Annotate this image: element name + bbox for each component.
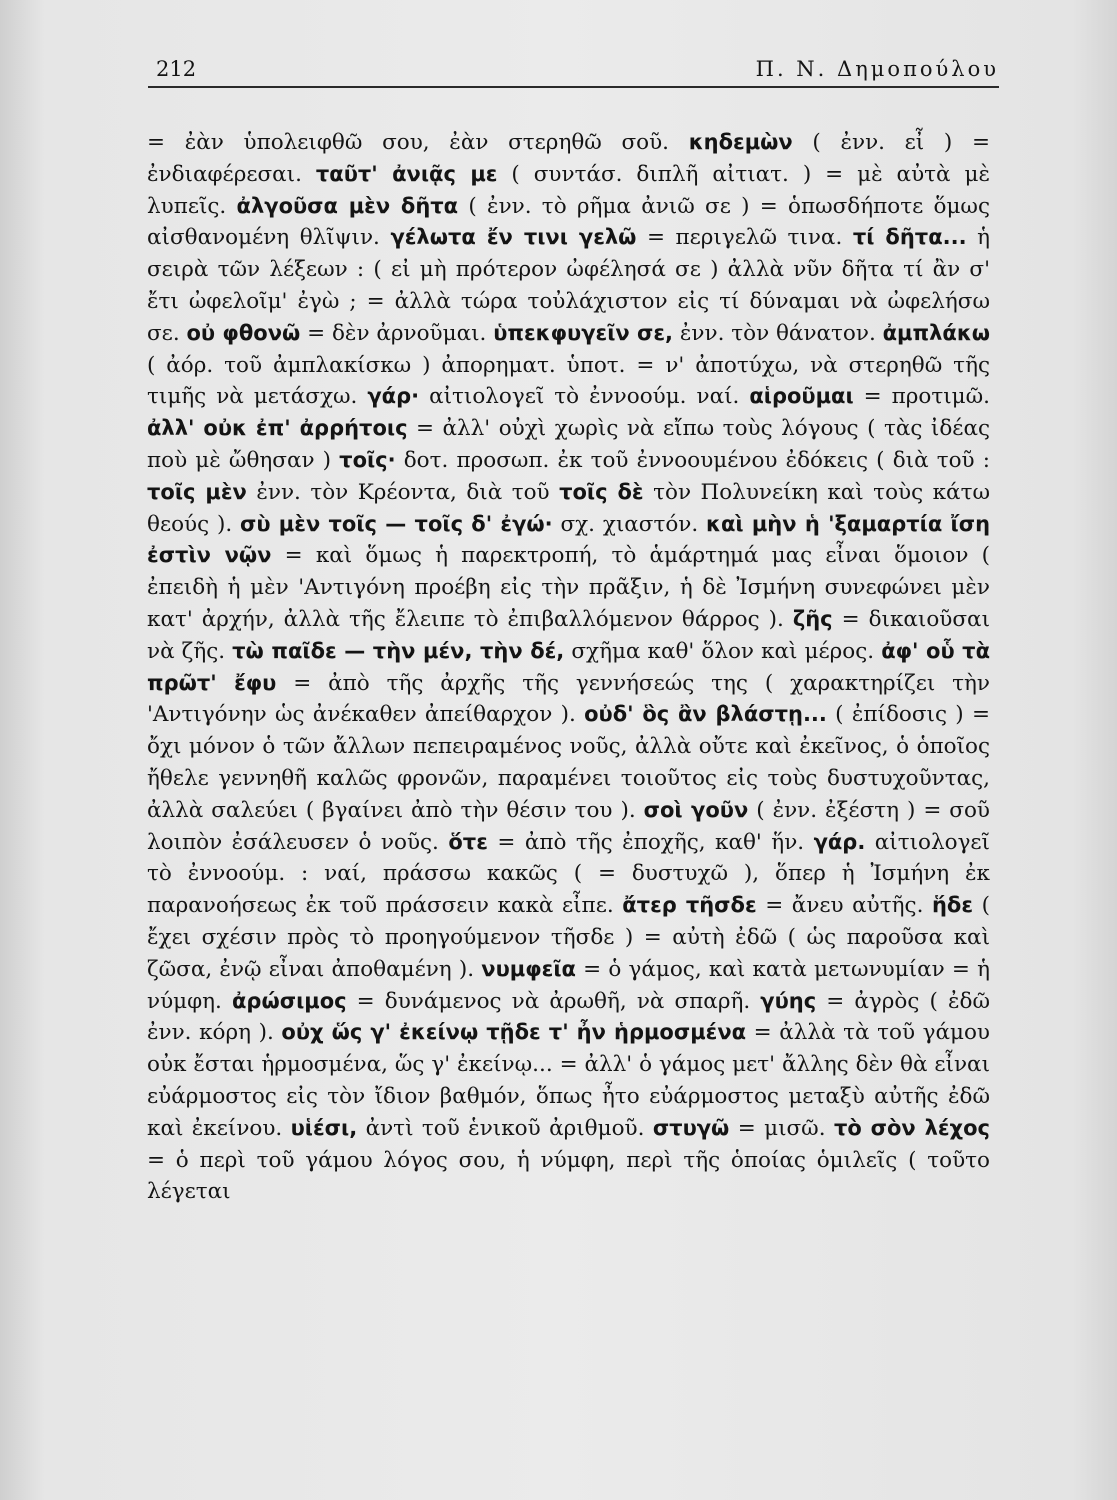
running-head-author: Π. Ν. Δημοπούλου [755, 57, 999, 81]
lemma-term: υἱέσι, [290, 1115, 358, 1140]
gloss-text: σχ. χιαστόν. [552, 511, 707, 537]
gloss-text: = περιγελῶ τινα. [636, 225, 853, 251]
gloss-text: = ἀπὸ τῆς ἐποχῆς, καθ' ἥν. [487, 829, 814, 855]
gloss-text: ( ἐνν. ἐξέστη ) = σοῦ λοιπὸν ἐσάλευσεν ὁ νοῦς. [147, 797, 991, 855]
lemma-term: γύης [760, 988, 817, 1013]
lemma-term: ἀλγοῦσα μὲν δῆτα [236, 193, 459, 218]
lemma-term: ἀρώσιμος [232, 988, 347, 1013]
gloss-text: ἀντὶ τοῦ ἑνικοῦ ἀριθμοῦ. [357, 1115, 653, 1141]
lemma-term: γάρ· [367, 384, 420, 409]
commentary-paragraph [147, 127, 990, 1208]
lemma-term: καὶ μὴν ἡ 'ξαμαρτία ἴση ἐστὶν νῷν [147, 511, 991, 568]
lemma-term: τὸ σὸν λέχος [833, 1115, 990, 1140]
gloss-text: ( ἐπίδοσις ) = ὄχι μόνον ὁ τῶν ἄλλων πεπειραμένος νοῦς, ἀλλὰ οὔτε καὶ ἐκεῖνος, ὁ ὁποῖος ἤθελε γεννηθῆ καλῶς φρονῶν, παραμένει τοιοῦτος εἰς τοὺς δυστυχοῦντας, ἀλλὰ σαλεύει ( βγαίνει ἀπὸ τὴν θέσιν του ). [147, 702, 990, 823]
gloss-text: αἰτιολογεῖ τὸ ἐννοούμ. ναί. [419, 384, 750, 410]
gloss-text: ( ἔχει σχέσιν πρὸς τὸ προηγούμενον τῆσδε ) = αὐτὴ ἐδῶ ( ὡς παροῦσα καὶ ζῶσα, ἐνῷ εἶναι ἀποθαμένη ). [147, 893, 990, 982]
gloss-text: = ἀγρὸς ( ἐδῶ ἐνν. κόρη ). [147, 988, 991, 1046]
lemma-term: ὑπεκφυγεῖν σε, [493, 320, 674, 345]
running-head [148, 52, 999, 88]
lemma-term: ἀμπλάκω [882, 320, 991, 345]
lemma-term: ἄτερ τῆσδε [622, 893, 757, 918]
gloss-text: = ἀλλὰ τὰ τοῦ γάμου οὐκ ἔσται ἡρμοσμένα, ὥς γ' ἐκείνῳ... = ἀλλ' ὁ γάμος μετ' ἄλλης δὲν θὰ εἶναι εὐάρμοστος εἰς τὸν ἴδιον βαθμόν, ὅπως ἦτο εὐάρμοστος μεταξὺ αὐτῆς ἐδῶ καὶ ἐκείνου. [147, 1020, 990, 1141]
gloss-text: = μισῶ. [729, 1115, 834, 1141]
gloss-text: ( συντάσ. διπλῆ αἰτιατ. ) = μὲ αὐτὰ μὲ λυπεῖς. [147, 161, 991, 219]
lemma-term: τὼ παῖδε — τὴν μέν, τὴν δέ, [232, 638, 565, 663]
gloss-text: αἰτιολογεῖ τὸ ἐννοούμ. : ναί, πράσσω κακῶς ( = δυστυχῶ ), ὅπερ ἡ Ἰσμήνη ἐκ παρανοήσεως ἐκ τοῦ πράσσειν κακὰ εἶπε. [147, 829, 990, 919]
lemma-term: γέλωτα ἔν τινι γελῶ [390, 225, 637, 250]
gloss-text: ἐνν. τὸν θάνατον. [673, 320, 883, 346]
lemma-term: τοῖς· [339, 447, 396, 472]
gloss-text: = ἐὰν ὑπολειφθῶ σου, ἐὰν στερηθῶ σοῦ. [147, 130, 689, 155]
lemma-term: στυγῶ [652, 1115, 730, 1140]
gloss-text: = δὲν ἀρνοῦμαι. [300, 320, 494, 346]
lemma-term: σοὶ γοῦν [643, 797, 749, 822]
lemma-term: τοῖς μὲν [147, 479, 247, 504]
gloss-text: = ἀλλ' οὐχὶ χωρὶς νὰ εἴπω τοὺς λόγους ( τὰς ἰδέας ποὺ μὲ ὤθησαν ) [147, 416, 990, 473]
gloss-text: = ἄνευ αὐτῆς. [756, 893, 932, 919]
gloss-text: σχῆμα καθ' ὅλον καὶ μέρος. [564, 638, 882, 664]
gloss-text: = δυνάμενος νὰ ἀρωθῆ, νὰ σπαρῆ. [346, 988, 761, 1014]
lemma-term: οὐ φθονῶ [186, 320, 301, 345]
gloss-text: ἡ σειρὰ τῶν λέξεων : ( εἰ μὴ πρότερον ὠφέλησά σε ) ἀλλὰ νῦν δῆτα τί ἂν σ' ἔτι ὠφελοῖμ' ἐγὼ ; = ἀλλὰ τώρα τοὐλάχιστον εἰς τί δύναμαι νὰ ὠφελήσω σε. [147, 225, 990, 346]
gloss-text: ( ἐνν. εἶ ) = ἐνδιαφέρεσαι. [147, 130, 991, 187]
lemma-term: ὅτε [448, 829, 488, 854]
gloss-text: = δικαιοῦσαι νὰ ζῆς. [147, 606, 990, 664]
gloss-text: = ὁ γάμος, καὶ κατὰ μετωνυμίαν = ἡ νύμφη. [147, 956, 990, 1014]
gloss-text: = καὶ ὅμως ἡ παρεκτροπή, τὸ ἁμάρτημά μας εἶναι ὅμοιον ( ἐπειδὴ ἡ μὲν 'Αντιγόνη προέβη εἰς τὴν πρᾶξιν, ἡ δὲ Ἰσμήνη συνεφώνει μὲν κατ' ἀρχήν, ἀλλὰ τῆς ἔλειπε τὸ ἐπιβαλλόμενον θάρρος ). [147, 543, 990, 632]
commentary-text [147, 127, 990, 1208]
lemma-term: ταῦτ' ἀνιᾷς με [315, 161, 498, 186]
gloss-text: ἐνν. τὸν Κρέοντα, διὰ τοῦ [246, 479, 560, 505]
gloss-text: = ἀπὸ τῆς ἀρχῆς τῆς γεννήσεώς της ( χαρακτηρίζει τὴν 'Αντιγόνην ὡς ἀνέκαθεν ἀπείθαρχον ). [147, 670, 990, 728]
gloss-text: τὸν Πολυνείκη καὶ τοὺς κάτω θεούς ). [147, 479, 990, 537]
lemma-term: γάρ. [813, 829, 866, 854]
lemma-term: τοῖς δὲ [559, 479, 644, 504]
gloss-text: = προτιμῶ. [853, 384, 991, 410]
lemma-term: οὐχ ὥς γ' ἐκείνῳ τῇδε τ' ἦν ἡρμοσμένα [281, 1020, 747, 1045]
lemma-term: οὐδ' ὃς ἂν βλάστῃ... [584, 702, 827, 727]
lemma-term: σὺ μὲν τοῖς — τοῖς δ' ἐγώ· [239, 511, 553, 536]
lemma-term: τί δῆτα... [852, 225, 967, 250]
lemma-term: αἱροῦμαι [749, 384, 854, 409]
lemma-term: νυμφεῖα [481, 956, 576, 981]
page-number: 212 [156, 57, 197, 81]
lemma-term: ἥδε [931, 893, 974, 918]
gloss-text: δοτ. προσωπ. ἐκ τοῦ ἐννοουμένου ἐδόκεις ( διὰ τοῦ : [395, 447, 990, 473]
lemma-term: ἀφ' οὗ τὰ πρῶτ' ἔφυ [147, 638, 991, 695]
lemma-term: ἀλλ' οὐκ ἐπ' ἀρρήτοις [147, 416, 408, 441]
gloss-text: ( ἐνν. τὸ ρῆμα ἀνιῶ σε ) = ὁπωσδήποτε ὅμως αἰσθανομένη θλῖψιν. [147, 193, 991, 251]
lemma-term: ζῆς [792, 606, 833, 631]
gloss-text: ( ἀόρ. τοῦ ἀμπλακίσκω ) ἀπορηματ. ὑποτ. = ν' ἀποτύχω, νὰ στερηθῶ τῆς τιμῆς νὰ μετάσχω. [147, 352, 990, 410]
gloss-text: = ὁ περὶ τοῦ γάμου λόγος σου, ἡ νύμφη, περὶ τῆς ὁποίας ὁμιλεῖς ( τοῦτο λέγεται [147, 1147, 990, 1205]
lemma-term: κηδεμὼν [688, 130, 793, 154]
